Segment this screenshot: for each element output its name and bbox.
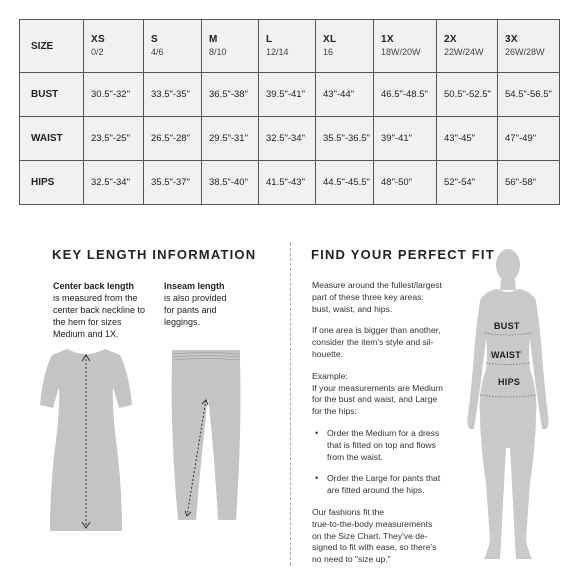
fit-title: FIND YOUR PERFECT FIT [311, 247, 495, 262]
fit-paragraph [312, 280, 462, 315]
text-line: that is fitted on top and flows [327, 439, 436, 450]
size-code: 2X [444, 34, 457, 45]
table-cell: 48"-50" [374, 161, 437, 205]
table-cell: 36.5"-38" [202, 73, 259, 117]
table-cell: 41.5"-43" [259, 161, 316, 205]
size-number: 4/6 [151, 47, 164, 57]
fit-paragraph [312, 507, 462, 566]
center-back-heading: Center back length [53, 281, 135, 291]
text-line: for the bust and waist, and Large [312, 394, 438, 405]
center-back-line: Medium and 1X. [53, 329, 119, 339]
table-cell: 26.5"-28" [144, 117, 202, 161]
center-back-line: is measured from the [53, 293, 138, 303]
table-cell: 35.5"-36.5" [316, 117, 374, 161]
size-col-xl [316, 20, 374, 73]
key-length-title: KEY LENGTH INFORMATION [52, 247, 257, 262]
size-col-s [144, 20, 202, 73]
bullet-icon: • [315, 473, 319, 484]
center-back-description [53, 280, 158, 340]
list-item [314, 473, 462, 497]
text-line: from the waist. [327, 451, 383, 462]
table-cell: 52"-54" [437, 161, 498, 205]
table-cell: 29.5"-31" [202, 117, 259, 161]
table-cell: 43"-44" [316, 73, 374, 117]
fit-instructions [312, 280, 462, 576]
table-cell: 32.5"-34" [259, 117, 316, 161]
table-row-hips [20, 161, 560, 205]
text-line: are fitted around the hips. [327, 485, 425, 496]
text-line: consider the item's style and sil- [312, 337, 434, 348]
bullet-icon: • [315, 427, 319, 438]
size-code: S [151, 34, 158, 45]
table-cell: 43"-45" [437, 117, 498, 161]
size-code: L [266, 34, 273, 45]
size-col-m [202, 20, 259, 73]
size-number: 12/14 [266, 47, 289, 57]
size-code: 3X [505, 34, 518, 45]
size-col-2x [437, 20, 498, 73]
table-cell: 33.5"-35" [144, 73, 202, 117]
size-col-l [259, 20, 316, 73]
size-number: 26W/28W [505, 47, 545, 57]
text-line: Example: [312, 370, 348, 381]
size-number: 0/2 [91, 47, 104, 57]
fit-paragraph [312, 371, 462, 418]
row-label: HIPS [20, 161, 84, 205]
table-cell: 30.5"-32" [84, 73, 144, 117]
row-label: BUST [20, 73, 84, 117]
bust-label: BUST [494, 321, 520, 331]
text-line: part of these three key areas: [312, 291, 424, 302]
size-code: M [209, 34, 218, 45]
size-chart-table [19, 19, 560, 205]
inseam-line: is also provided [164, 293, 227, 303]
table-cell: 39.5"-41" [259, 73, 316, 117]
text-line: no need to "size up." [312, 554, 391, 565]
row-label: WAIST [20, 117, 84, 161]
table-cell: 35.5"-37" [144, 161, 202, 205]
text-line: If one area is bigger than another, [312, 325, 441, 336]
text-line: bust, waist, and hips. [312, 303, 393, 314]
table-cell: 46.5"-48.5" [374, 73, 437, 117]
size-code: XS [91, 34, 105, 45]
section-divider [290, 243, 292, 565]
list-item [314, 428, 462, 463]
size-header-label: SIZE [20, 20, 84, 73]
table-cell: 54.5"-56.5" [498, 73, 560, 117]
text-line: on the Size Chart. They've de- [312, 530, 428, 541]
text-line: Measure around the fullest/largest [312, 280, 442, 290]
table-cell: 32.5"-34" [84, 161, 144, 205]
size-number: 22W/24W [444, 47, 484, 57]
table-cell: 50.5"-52.5" [437, 73, 498, 117]
text-line: signed to fit with ease, so there's [312, 542, 437, 553]
center-back-line: center back neckline to [53, 305, 146, 315]
leggings-icon [168, 348, 244, 523]
inseam-line: for pants and [164, 305, 217, 315]
dress-icon [36, 345, 136, 535]
waist-label: WAIST [491, 350, 521, 360]
center-back-line: the hem for sizes [53, 317, 122, 327]
table-row-bust [20, 73, 560, 117]
table-cell: 56"-58" [498, 161, 560, 205]
table-cell: 44.5"-45.5" [316, 161, 374, 205]
size-number: 8/10 [209, 47, 227, 57]
table-cell: 23.5"-25" [84, 117, 144, 161]
size-code: XL [323, 34, 337, 45]
table-cell: 38.5"-40" [202, 161, 259, 205]
text-line: Our fashions fit the [312, 506, 385, 517]
text-line: for the hips: [312, 406, 357, 417]
size-col-xs [84, 20, 144, 73]
inseam-line: leggings. [164, 317, 201, 327]
hips-label: HIPS [498, 377, 521, 387]
table-cell: 39"-41" [374, 117, 437, 161]
inseam-description [164, 280, 254, 328]
size-header-row [20, 20, 560, 73]
text-line: houette. [312, 348, 344, 359]
size-number: 18W/20W [381, 47, 421, 57]
text-line: true-to-the-body measurements [312, 518, 433, 529]
size-number: 16 [323, 47, 334, 57]
body-silhouette-icon [458, 243, 558, 565]
text-line: Order the Medium for a dress [327, 427, 440, 438]
size-col-3x [498, 20, 560, 73]
size-code: 1X [381, 34, 394, 45]
size-col-1x [374, 20, 437, 73]
table-row-waist [20, 117, 560, 161]
fit-paragraph [312, 325, 462, 360]
text-line: If your measurements are Medium [312, 382, 443, 393]
inseam-heading: Inseam length [164, 281, 225, 291]
table-cell: 47"-49" [498, 117, 560, 161]
text-line: Order the Large for pants that [327, 473, 441, 484]
